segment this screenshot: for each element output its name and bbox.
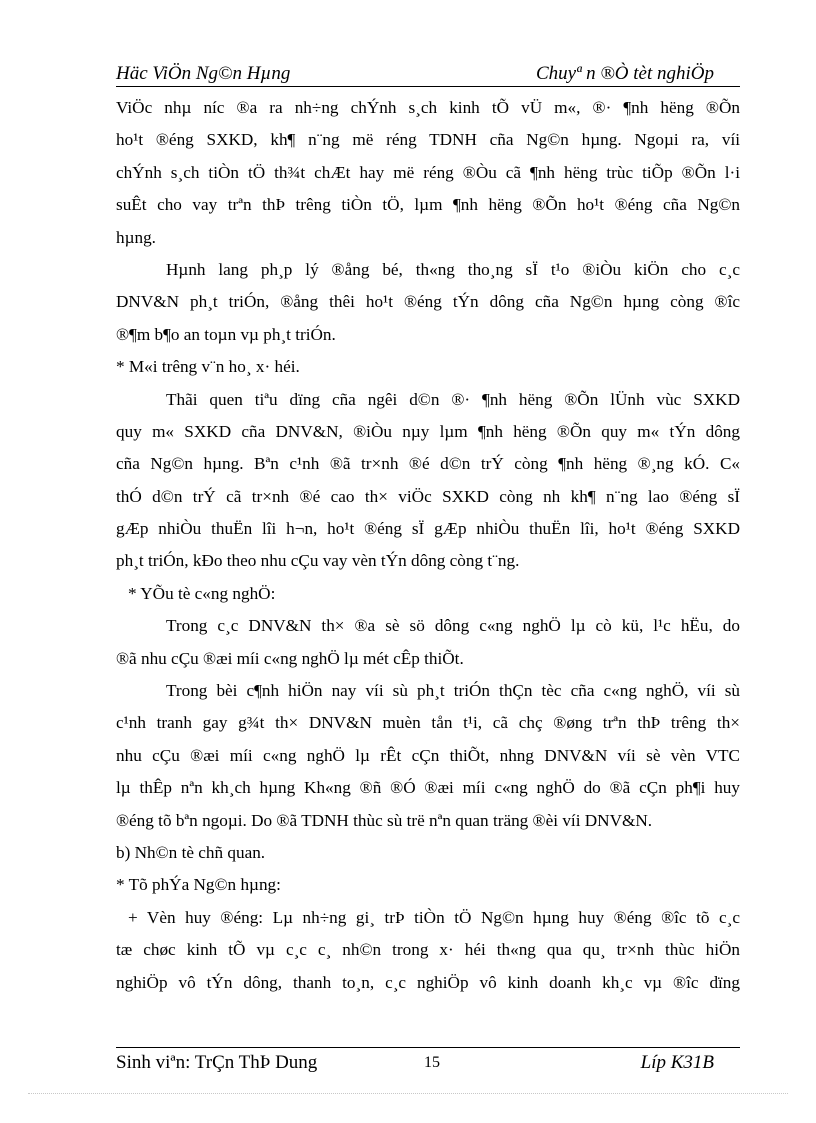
text-line: ho¹t ®éng SXKD, kh¶ n¨ng më réng TDNH cña Ng©n hµng. Ngoµi ra, víi — [116, 130, 740, 150]
text-line: + Vèn huy ®éng: Lµ nh÷ng gi¸ trÞ tiÒn tÖ Ng©n hµng huy ®éng ®îc tõ c¸c — [128, 907, 740, 927]
footer-divider — [116, 1047, 740, 1048]
text-line: suÊt cho vay trªn thÞ trêng tiÒn tÖ, lµm ¶nh hëng ®Õn ho¹t ®éng cña Ng©n — [116, 195, 740, 215]
text-line: hµng. — [116, 227, 156, 247]
text-line: ®ã nhu cÇu ®æi míi c«ng nghÖ lµ mét cÊp thiÕt. — [116, 648, 464, 668]
text-line: * Tõ phÝa Ng©n hµng: — [116, 875, 281, 895]
page-edge-divider — [28, 1093, 788, 1094]
text-line: gÆp nhiÒu thuËn lîi h¬n, ho¹t ®éng sÏ gÆp nhiÒu thuËn lîi, ho¹t ®éng SXKD — [116, 519, 740, 539]
text-line: Trong c¸c DNV&N th× ®a sè sö dông c«ng nghÖ lµ cò kü, l¹c hËu, do — [166, 616, 740, 636]
text-line: b) Nh©n tè chñ quan. — [116, 842, 266, 862]
page-number: 15 — [424, 1054, 440, 1071]
text-line: nhu cÇu ®æi míi c«ng nghÖ lµ rÊt cÇn thiÕt, nhng DNV&N víi sè vèn VTC — [116, 745, 740, 765]
footer-student: Sinh viªn: TrÇn ThÞ Dung — [116, 1052, 318, 1073]
text-line: * M«i trêng v¨n ho¸ x· héi. — [116, 357, 300, 377]
text-line: Hµnh lang ph¸p lý ®ång bé, th«ng tho¸ng sÏ t¹o ®iÒu kiÖn cho c¸c — [166, 259, 740, 279]
text-line: c¹nh tranh gay g¾t th× DNV&N muèn tån t¹i, cã chç ®øng trªn thÞ trêng th× — [116, 713, 740, 733]
text-line: * YÕu tè c«ng nghÖ: — [128, 583, 276, 603]
footer-class: Líp K31B — [640, 1052, 714, 1073]
text-line: nghiÖp vô tÝn dông, thanh to¸n, c¸c nghiÖp vô kinh doanh kh¸c vµ ®îc dïng — [116, 972, 740, 992]
header-divider — [116, 86, 740, 87]
text-line: Thãi quen tiªu dïng cña ngêi d©n ®· ¶nh hëng ®Õn lÜnh vùc SXKD — [166, 389, 740, 409]
page-header — [116, 62, 740, 88]
text-line: DNV&N ph¸t triÓn, ®ång thêi ho¹t ®éng tÝn dông cña Ng©n hµng còng ®îc — [116, 292, 740, 312]
text-line: tæ chøc kinh tÕ vµ c¸c c¸ nh©n trong x· héi th«ng qua qu¸ tr×nh thùc hiÖn — [116, 940, 740, 960]
header-document-type: Chuyª n ®Ò tèt nghiÖp — [536, 63, 714, 84]
text-line: quy m« SXKD cña DNV&N, ®iÒu nµy lµm ¶nh hëng ®Õn quy m« tÝn dông — [116, 421, 740, 441]
text-line: cña Ng©n hµng. Bªn c¹nh ®ã tr×nh ®é d©n trÝ còng ¶nh hëng ®¸ng kÓ. C« — [116, 454, 740, 474]
text-line: Trong bèi c¶nh hiÖn nay víi sù ph¸t triÓn thÇn tèc cña c«ng nghÖ, víi sù — [166, 681, 740, 701]
text-line: ®¶m b¶o an toµn vµ ph¸t triÓn. — [116, 324, 336, 344]
text-line: thÓ d©n trÝ cã tr×nh ®é cao th× viÖc SXKD còng nh kh¶ n¨ng lao ®éng sÏ — [116, 486, 740, 506]
page-footer — [116, 1051, 740, 1077]
text-line: ph¸t triÓn, kÐo theo nhu cÇu vay vèn tÝn dông còng t¨ng. — [116, 551, 520, 571]
text-line: ViÖc nhµ níc ®a ra nh÷ng chÝnh s¸ch kinh tÕ vÜ m«, ®· ¶nh hëng ®Õn — [116, 98, 740, 117]
text-line: ®éng tõ bªn ngoµi. Do ®ã TDNH thùc sù trë nªn quan träng ®èi víi DNV&N. — [116, 810, 653, 830]
body-text — [116, 92, 740, 999]
text-line: chÝnh s¸ch tiÒn tÖ th¾t chÆt hay më réng ®Òu cã ¶nh hëng trùc tiÕp ®Õn l·i — [116, 162, 740, 182]
header-institution: Häc ViÖn Ng©n Hµng — [116, 63, 291, 84]
text-line: lµ thÊp nªn kh¸ch hµng Kh«ng ®ñ ®Ó ®æi míi c«ng nghÖ do ®ã cÇn ph¶i huy — [116, 778, 740, 798]
